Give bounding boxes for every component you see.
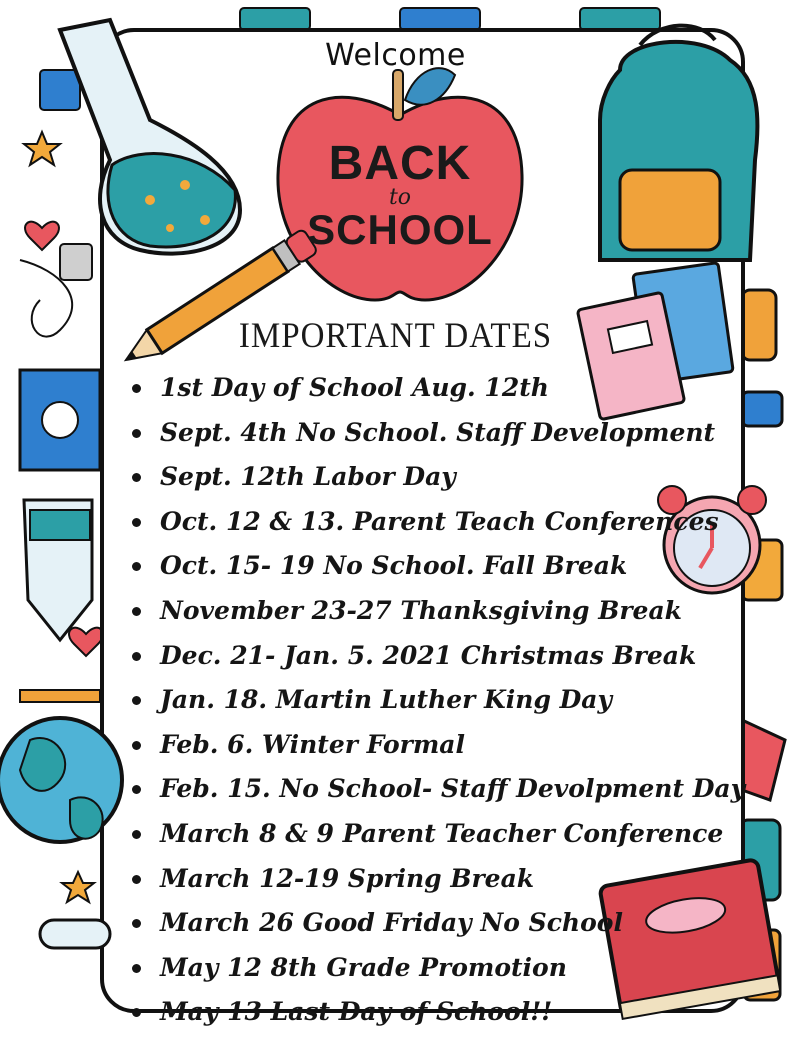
list-item: Sept. 12th Labor Day xyxy=(132,457,745,502)
apple-line-school: SCHOOL xyxy=(307,206,493,253)
list-item: Oct. 12 & 13. Parent Teach Conferences xyxy=(132,502,745,547)
list-item: May 12 8th Grade Promotion xyxy=(132,948,745,993)
list-item: March 12-19 Spring Break xyxy=(132,859,745,904)
list-item: March 8 & 9 Parent Teacher Conference xyxy=(132,814,745,859)
list-item: Jan. 18. Martin Luther King Day xyxy=(132,680,745,725)
dates-list xyxy=(132,368,745,1037)
list-item: Feb. 15. No School- Staff Devolpment Day xyxy=(132,769,745,814)
list-item: 1st Day of School Aug. 12th xyxy=(132,368,745,413)
welcome-title: Welcome xyxy=(325,38,466,73)
important-dates-heading: IMPORTANT DATES xyxy=(238,316,553,356)
list-item: Sept. 4th No School. Staff Development xyxy=(132,413,745,458)
list-item: Dec. 21- Jan. 5. 2021 Christmas Break xyxy=(132,636,745,681)
apple-line-to: to xyxy=(388,185,412,210)
globe-icon xyxy=(0,690,122,842)
list-item: November 23-27 Thanksgiving Break xyxy=(132,591,745,636)
apple-label xyxy=(300,137,500,253)
list-item: Feb. 6. Winter Formal xyxy=(132,725,745,770)
apple-line-back: BACK xyxy=(328,137,472,190)
list-item: Oct. 15- 19 No School. Fall Break xyxy=(132,546,745,591)
list-item: March 26 Good Friday No School xyxy=(132,903,745,948)
list-item: May 13 Last Day of School!! xyxy=(132,992,745,1037)
